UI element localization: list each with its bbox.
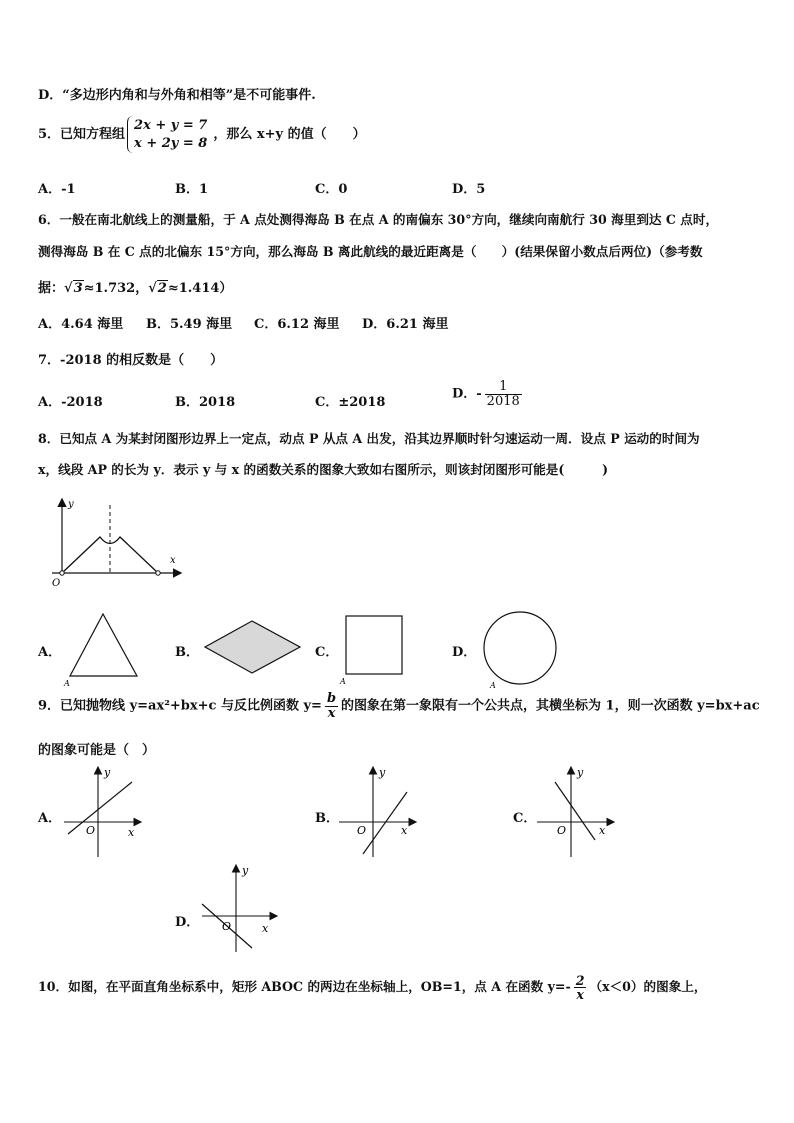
origin-label: O (357, 824, 367, 837)
q9-fraction (325, 692, 338, 720)
q6-option-c: C．6.12 海里 (254, 317, 340, 332)
line-graph (363, 792, 407, 854)
x-label: x (599, 824, 606, 837)
q9-option-b: B． (315, 811, 339, 826)
q9-option-c: C． (513, 811, 537, 826)
q8-option-c: C． (315, 645, 339, 660)
q8-option-b: B． (175, 645, 199, 660)
q6-option-b: B．5.49 海里 (146, 317, 233, 332)
x-label: x (401, 824, 408, 837)
q6-option-d: D．6.21 海里 (362, 317, 449, 332)
sqrt-2: 2 (157, 281, 167, 296)
q7-option-a: A．-2018 (38, 395, 103, 410)
line-graph (68, 782, 132, 834)
q6-line-3: 据：√3≈1.732，√2≈1.414） (38, 281, 233, 296)
q4-option-d: D．“多边形内角和与外角和相等”是不可能事件. (38, 88, 316, 103)
q7-option-d (452, 380, 525, 408)
fraction-numerator: 1 (485, 380, 522, 395)
q8-line-1: 8．已知点 A 为某封闭图形边界上一定点，动点 P 从点 A 出发，沿其边界顺时针匀速运动一周．设点 P 运动的时间为 (38, 431, 700, 446)
origin-label: O (222, 920, 232, 933)
x-label: x (170, 555, 176, 566)
q9-line-1-post: 的图象在第一象限有一个公共点，其横坐标为 1，则一次函数 y=bx+ac (341, 698, 760, 714)
circle-shape (478, 604, 563, 690)
q10-line-1-pre: 10．如图，在平面直角坐标系中，矩形 ABOC 的两边在坐标轴上，OB=1，点 A 在函数 y=- (38, 979, 571, 995)
q5-option-b: B．1 (175, 182, 209, 197)
fraction-denominator: 2018 (486, 393, 520, 409)
q7-stem: 7．-2018 的相反数是（ ） (38, 353, 224, 368)
q8-line-2: x，线段 AP 的长为 y．表示 y 与 x 的函数关系的图象大致如右图所示，则该封闭图形可能是( ) (38, 462, 609, 477)
q9-line-1-pre: 9．已知抛物线 y=ax²+bx+c 与反比例函数 y= (38, 698, 322, 714)
q10-fraction (574, 974, 587, 1001)
q9-graph-d (198, 860, 283, 955)
q8-function-graph (40, 495, 190, 590)
y-label: y (242, 864, 249, 877)
point-a-label: A (64, 679, 70, 688)
point-a-label: A (490, 681, 496, 690)
square-shape (338, 612, 408, 686)
q7-option-c: C．±2018 (315, 395, 386, 410)
origin-label: O (557, 824, 567, 837)
origin-label: O (86, 824, 96, 837)
q9-line-1 (38, 692, 760, 720)
origin-label: O (52, 578, 61, 589)
q9-graph-c (533, 762, 618, 860)
q8-option-a: A． (38, 645, 62, 660)
q10-line-1-post: （x＜0）的图象上， (589, 979, 707, 995)
fraction-numerator: 2 (575, 973, 585, 988)
q5-option-a: A．-1 (38, 182, 76, 197)
end-point (156, 571, 160, 575)
q6-approx-2: ≈1.414） (167, 281, 233, 296)
rhombus-shape (200, 615, 305, 675)
q5-stem (38, 116, 366, 153)
triangle-shape (60, 608, 150, 688)
x-label: x (128, 826, 135, 839)
x-label: x (262, 922, 269, 935)
q5-stem-post: ，那么 x+y 的值（ ） (213, 127, 366, 143)
q7-option-b: B．2018 (175, 395, 236, 410)
equation-system (127, 116, 211, 153)
q6-approx-1: ≈1.732， (83, 281, 149, 296)
equation-2: x + 2y = 8 (134, 135, 208, 151)
q8-option-d: D． (452, 645, 477, 660)
q6-option-a: A．4.64 海里 (38, 317, 124, 332)
q6-line-3-pre: 据： (38, 281, 65, 296)
q5-option-d: D．5 (452, 182, 486, 197)
q7-option-d-pre: D．- (452, 386, 482, 402)
y-label: y (68, 499, 74, 510)
start-point (60, 571, 64, 575)
point-a-label: A (340, 677, 346, 686)
q5-stem-pre: 5．已知方程组 (38, 127, 126, 143)
fraction-denominator: x (327, 705, 336, 721)
q9-graph-a (60, 762, 145, 860)
fraction-denominator: x (576, 987, 584, 1003)
q7-fraction (485, 380, 522, 408)
y-label: y (104, 766, 111, 779)
q10-line-1 (38, 974, 707, 1001)
fraction-numerator: b (326, 691, 337, 706)
q5-option-c: C．0 (315, 182, 348, 197)
equation-1: 2x + y = 7 (134, 118, 208, 133)
q9-option-a: A． (38, 811, 62, 826)
y-label: y (379, 766, 386, 779)
q6-line-2: 测得海岛 B 在 C 点的北偏东 15°方向，那么海岛 B 离此航线的最近距离是（ ）(结果保留小数点后两位)（参考数 (38, 244, 703, 259)
q6-line-1: 6．一般在南北航线上的测量船，于 A 点处测得海岛 B 在点 A 的南偏东 30°方向，继续向南航行 30 海里到达 C 点时， (38, 212, 719, 227)
q9-graph-b (335, 762, 420, 860)
sqrt-3: 3 (73, 281, 83, 296)
q9-line-2: 的图象可能是（ ） (38, 743, 156, 758)
y-label: y (577, 766, 584, 779)
q9-option-d: D． (175, 915, 200, 930)
